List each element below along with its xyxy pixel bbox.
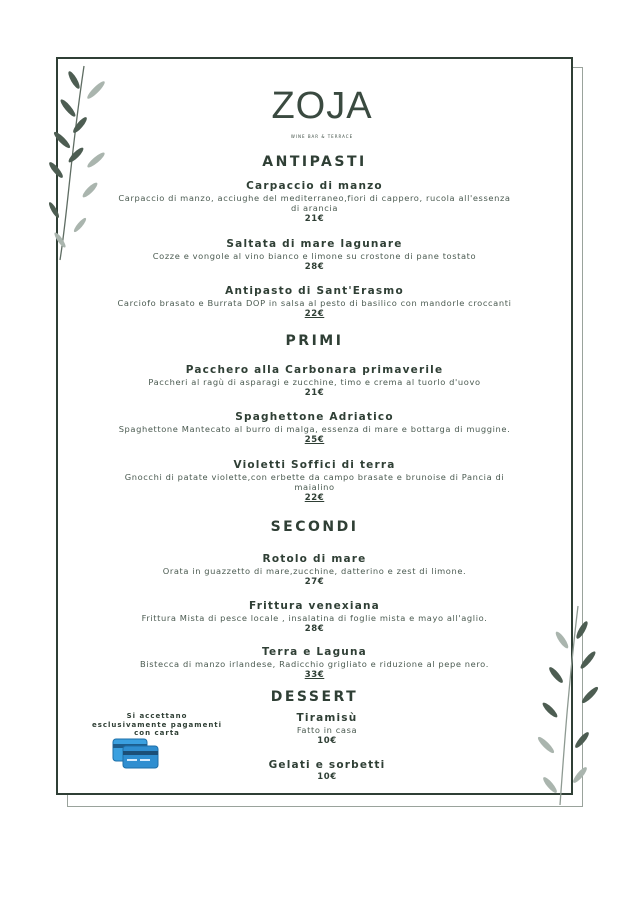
- dish-name: Rotolo di mare: [262, 553, 367, 565]
- logo-wordmark: ZOJA: [271, 85, 373, 127]
- dish-description: Paccheri al ragù di asparagi e zucchine, timo e crema al tuorlo d'uovo: [148, 377, 481, 387]
- dish-description: Carpaccio di manzo, acciughe del mediterraneo,fiori di cappero, rucola all'essenza: [118, 193, 511, 203]
- dish-description: Frittura Mista di pesce locale , insalatina di foglie mista e mayo all'aglio.: [141, 613, 488, 623]
- section-title-dessert: DESSERT: [270, 689, 359, 705]
- section-title-primi: PRIMI: [285, 333, 344, 349]
- zoja-logo: [262, 86, 382, 148]
- dish-price: 10€: [317, 736, 337, 746]
- dish-name: Gelati e sorbetti: [268, 759, 386, 771]
- dish-price: 22€: [304, 309, 325, 319]
- dish-price: 33€: [304, 670, 325, 680]
- dish-price: 21€: [304, 388, 325, 398]
- dish-description: Cozze e vongole al vino bianco e limone su crostone di pane tostato: [152, 251, 477, 261]
- dish-name: Tiramisù: [296, 712, 358, 724]
- dish-name: Violetti Soffici di terra: [233, 459, 396, 471]
- credit-card-icon: [112, 738, 160, 770]
- dish-price: 25€: [304, 435, 325, 445]
- section-title-secondi: SECONDI: [270, 519, 359, 535]
- dish-name: Terra e Laguna: [262, 646, 367, 658]
- dish-price: 28€: [304, 262, 325, 272]
- dish-price: 27€: [304, 577, 325, 587]
- dish-description: di arancia: [291, 203, 338, 213]
- dish-price: 28€: [304, 624, 325, 634]
- dish-description: Orata in guazzetto di mare,zucchine, datterino e zest di limone.: [162, 566, 467, 576]
- dish-description: Carciofo brasato e Burrata DOP in salsa al pesto di basilico con mandorle croccanti: [117, 298, 512, 308]
- dish-description: Bistecca di manzo irlandese, Radicchio grigliato e riduzione al pepe nero.: [140, 659, 489, 669]
- dish-description: Gnocchi di patate violette,con erbette da campo brasate e brunoise di Pancia di: [124, 472, 505, 482]
- dish-description: Fatto in casa: [296, 725, 358, 735]
- dish-name: Antipasto di Sant'Erasmo: [225, 285, 404, 297]
- dish-price: 10€: [317, 772, 337, 782]
- dish-price: 21€: [304, 214, 325, 224]
- logo-tagline: WINE BAR & TERRACE: [290, 134, 354, 139]
- payment-note-line: Si accettano: [126, 712, 188, 720]
- dish-name: Spaghettone Adriatico: [235, 411, 394, 423]
- dish-description: Spaghettone Mantecato al burro di malga, essenza di mare e bottarga di muggine.: [118, 424, 511, 434]
- dish-name: Carpaccio di manzo: [246, 180, 383, 192]
- dish-price: 22€: [304, 493, 325, 503]
- payment-note-line: esclusivamente pagamenti: [91, 720, 223, 729]
- section-title-antipasti: ANTIPASTI: [262, 154, 367, 170]
- dish-name: Pacchero alla Carbonara primaverile: [185, 364, 444, 376]
- dish-description: maialino: [294, 482, 335, 492]
- dish-name: Saltata di mare lagunare: [226, 238, 403, 250]
- payment-note-line: con carta: [134, 729, 180, 737]
- payment-note: [78, 712, 236, 738]
- dish-name: Frittura venexiana: [249, 600, 380, 612]
